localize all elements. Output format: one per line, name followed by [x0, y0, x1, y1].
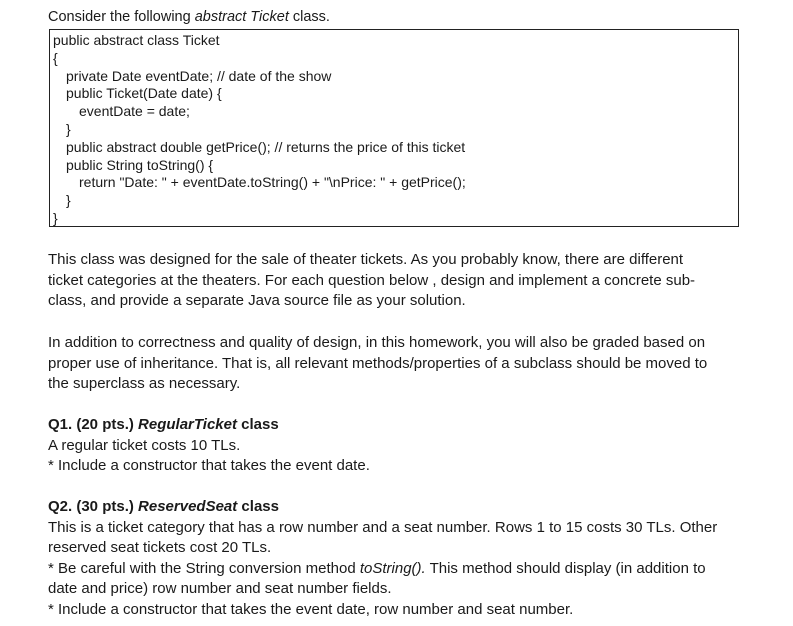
intro-emphasis: abstract Ticket [194, 9, 289, 25]
question-1-line: * Include a constructor that takes the event date. [48, 457, 370, 475]
paragraph-line: This class was designed for the sale of theater tickets. As you probably know, there are different [48, 251, 684, 268]
code-line: } [66, 192, 71, 209]
code-line: eventDate = date; [79, 103, 190, 120]
intro-sentence [48, 8, 330, 26]
question-1-class-name: RegularTicket [138, 416, 237, 433]
paragraph-grading [48, 333, 748, 395]
question-1-heading [48, 415, 748, 436]
question-2-heading [48, 497, 748, 518]
question-2-heading-suffix: class [237, 498, 279, 515]
question-2-line: date and price) row number and seat number fields. [48, 580, 392, 598]
code-line: public String toString() { [66, 156, 214, 173]
code-line: public Ticket(Date date) { [66, 85, 222, 102]
code-line: private Date eventDate; // date of the show [66, 67, 332, 84]
question-2-line [48, 559, 748, 580]
question-1 [48, 415, 748, 477]
question-2-class-name: ReservedSeat [138, 498, 238, 515]
paragraph-line: proper use of inheritance. That is, all relevant methods/properties of a subclass should be moved to [48, 354, 708, 372]
paragraph-line: ticket categories at the theaters. For each question below , design and implement a concrete sub- [48, 271, 696, 289]
intro-suffix: class. [288, 9, 330, 25]
code-line: public abstract class Ticket [53, 32, 220, 48]
paragraph-line: In addition to correctness and quality of design, in this homework, you will also be graded based on [48, 334, 706, 351]
code-listing [49, 29, 739, 227]
question-2-line: This is a ticket category that has a row number and a seat number. Rows 1 to 15 costs 30 TLs. Other [48, 518, 718, 536]
paragraph-description [48, 250, 748, 312]
question-1-heading-suffix: class [236, 416, 279, 433]
question-2-line: * Include a constructor that takes the event date, row number and seat number. [48, 600, 574, 618]
question-2-label: Q2. (30 pts.) [48, 498, 139, 515]
code-line: } [66, 120, 71, 137]
code-line: } [53, 209, 58, 226]
question-1-label: Q1. (20 pts.) [48, 416, 139, 433]
code-line: return "Date: " + eventDate.toString() + "\nPrice: " + getPrice(); [79, 174, 466, 191]
question-2-line: reserved seat tickets cost 20 TLs. [48, 539, 272, 557]
question-2-line-suffix: This method should display (in addition to [425, 559, 706, 577]
intro-prefix: Consider the following [48, 9, 195, 25]
question-2 [48, 497, 748, 621]
question-2-line-prefix: * Be careful with the String conversion method [48, 559, 360, 577]
question-1-line: A regular ticket costs 10 TLs. [48, 436, 241, 454]
code-line: public abstract double getPrice(); // returns the price of this ticket [66, 138, 466, 155]
code-line: { [53, 49, 58, 66]
question-2-method-name: toString(). [359, 559, 426, 577]
paragraph-line: the superclass as necessary. [48, 375, 241, 393]
paragraph-line: class, and provide a separate Java source file as your solution. [48, 292, 466, 310]
